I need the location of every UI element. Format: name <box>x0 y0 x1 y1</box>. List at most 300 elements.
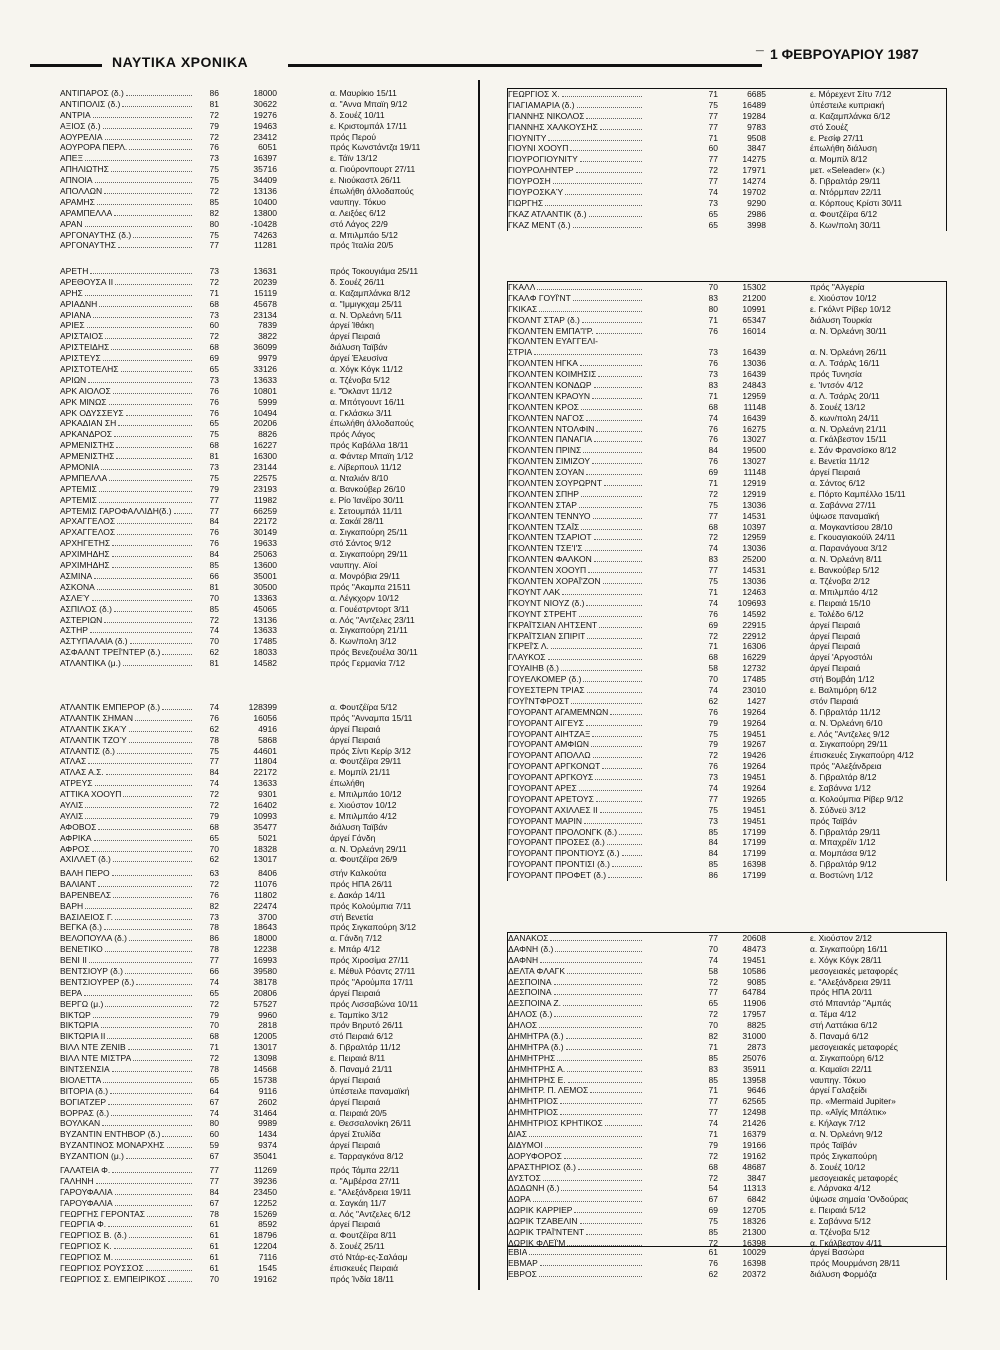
listing-row <box>60 375 460 386</box>
vessel-status: δ. Γιβραλτάρ 29/11 <box>810 176 881 187</box>
dot-leader <box>545 1140 642 1148</box>
vessel-name: ΔΩΡΙΚ ΦΛΕΪ'Μ <box>508 1237 566 1248</box>
vessel-status: άργεί 'Αργοστόλι <box>810 652 873 663</box>
dot-leader <box>108 1097 192 1105</box>
build-year: 79 <box>708 739 718 750</box>
vessel-name: ΑΡΧΙΜΗΔΗΣ <box>60 560 110 571</box>
build-year: 72 <box>708 532 718 543</box>
vessel-name: ΔΥΣΤΟΣ <box>508 1172 541 1183</box>
tonnage: 16489 <box>742 99 766 110</box>
tonnage: 16398 <box>742 1257 766 1268</box>
dot-leader <box>600 122 642 130</box>
listing-row <box>508 1227 946 1238</box>
tonnage: 16993 <box>253 955 277 966</box>
tonnage: 19264 <box>742 782 766 793</box>
vessel-status: ε. Σάν Φρανσίσκο 8/12 <box>810 445 897 456</box>
build-year: 74 <box>708 782 718 793</box>
vessel-name: ΑΤΡΕΥΣ <box>60 778 93 789</box>
vessel-status: δ. Κων/πολη 3/12 <box>330 636 397 647</box>
vessel-name: ΓΙΟΥΡΟΓΙΟΥΝΙΤΥ <box>508 154 578 165</box>
tonnage: 3998 <box>747 219 766 230</box>
listing-row <box>60 615 460 626</box>
vessel-name: ΓΟΥΪ'ΝΤΦΡΟΣΤ <box>508 695 570 706</box>
listing-row <box>60 299 460 310</box>
vessel-name: ΓΚΡΕΪ'Σ Λ. <box>508 641 549 652</box>
dot-leader <box>112 549 192 557</box>
vessel-name: ΑΣΤΕΡΙΩΝ <box>60 614 103 625</box>
vessel-status: έπωλήθη <box>330 778 365 789</box>
dot-leader <box>105 999 192 1007</box>
vessel-name: ΔΗΜΗΤΡΗΣ Ε. <box>508 1074 566 1085</box>
tonnage: 35477 <box>253 821 277 832</box>
listing-row <box>60 408 460 419</box>
listing-row <box>508 336 946 347</box>
build-year: 62 <box>708 695 718 706</box>
listing-row <box>60 1075 460 1086</box>
vessel-name: ΒΟΓΙΑΤΖΕΡ <box>60 1096 107 1107</box>
vessel-status: α. Ν. Όρλεάνη 5/11 <box>330 309 402 320</box>
dot-leader <box>103 1075 192 1083</box>
dot-leader <box>162 647 192 655</box>
dot-leader <box>557 1053 642 1061</box>
build-year: 74 <box>209 1107 219 1118</box>
build-year: 68 <box>209 342 219 353</box>
listing-row <box>60 833 460 844</box>
build-year: 75 <box>209 472 219 483</box>
vessel-status: δ. Παναμά 21/11 <box>330 1064 393 1075</box>
dot-leader <box>129 142 192 150</box>
dot-leader <box>540 1258 642 1266</box>
dot-leader <box>577 100 642 108</box>
vessel-status: πρός Τάμπα 22/11 <box>330 1165 400 1175</box>
listing-row <box>60 1230 460 1241</box>
listing-row <box>508 816 946 827</box>
build-year: 72 <box>209 614 219 625</box>
tonnage: 13633 <box>253 778 277 789</box>
dot-leader <box>561 663 642 671</box>
dot-leader <box>565 187 642 195</box>
vessel-status: α. Σιγκαπούρη 21/11 <box>330 625 408 636</box>
vessel-name: ΓΚΟΛΝΤΕΝ ΤΣΕ'Ι'Σ <box>508 543 583 554</box>
listing-row <box>508 1140 946 1151</box>
tonnage: 16402 <box>253 800 277 811</box>
vessel-name: ΓΛΑΥΚΟΣ <box>508 652 546 663</box>
build-year: 74 <box>209 625 219 636</box>
vessel-status: ε. Κήλαγκ 7/12 <box>810 1118 866 1129</box>
listing-row <box>508 620 946 631</box>
dot-leader <box>592 391 642 399</box>
dot-leader <box>105 132 192 140</box>
dot-leader <box>117 516 192 524</box>
listing-row <box>60 288 460 299</box>
tonnage: 20806 <box>253 987 277 998</box>
vessel-name: ΓΚΟΛΝΤΕΝ ΕΜΠΑ'Ί'Ρ. <box>508 325 594 336</box>
vessel-status: έπισκευές Πειραιά <box>330 1263 399 1274</box>
tonnage: 12005 <box>253 1031 277 1042</box>
vessel-status: ε. Χόγκ Κόγκ 28/11 <box>810 954 882 965</box>
build-year: 79 <box>708 1139 718 1150</box>
tonnage: 20608 <box>742 933 766 943</box>
listing-row <box>60 811 460 822</box>
vessel-status: δ. Σουέζ 10/12 <box>810 1161 866 1172</box>
dot-leader <box>85 901 192 909</box>
tonnage: 19500 <box>742 445 766 456</box>
vessel-name: ΕΒΡΟΣ <box>508 1268 537 1279</box>
listing-row <box>508 1009 946 1020</box>
vessel-status: α. Ντόρμπαν 22/11 <box>810 187 882 198</box>
vessel-status: α. Μπαχρέϊν 1/12 <box>810 837 876 848</box>
vessel-name: ΓΚΟΛΝΤΕΝ ΝΑΓΟΣ <box>508 412 585 423</box>
vessel-name: ΓΚΟΥΝΤ ΛΑΚ <box>508 586 561 597</box>
listing-row <box>508 380 946 391</box>
dot-leader <box>123 658 192 666</box>
vessel-name: ΓΚΟΛΝΤΕΝ ΣΟΥΑΝ <box>508 467 585 478</box>
listing-row <box>60 868 460 879</box>
build-year: 77 <box>708 110 718 121</box>
tonnage: 19702 <box>742 187 766 198</box>
tonnage: 10993 <box>253 810 277 821</box>
vessel-status: ε. Ρεσίφ 27/11 <box>810 132 864 143</box>
vessel-status: ε. Πόρτο Καμπέλλο 15/11 <box>810 488 906 499</box>
tonnage: 62565 <box>742 1096 766 1107</box>
vessel-name: ΔΕΣΠΟΙΝΑ <box>508 987 552 998</box>
tonnage: 17485 <box>253 636 277 647</box>
dot-leader <box>104 186 192 194</box>
vessel-status: α. "Αννα Μπαϊη 9/12 <box>330 98 408 109</box>
vessel-status: έπωλήθη άλλοδαπούς <box>330 186 414 197</box>
dot-leader <box>129 724 192 732</box>
build-year: 80 <box>209 218 219 229</box>
vessel-status: στήν Καλκούτα <box>330 868 387 878</box>
vessel-status: ύπέστειλε παναμαϊκή <box>330 1085 410 1096</box>
vessel-name: ΓΚΟΛΝΤΕΝ ΧΟΡΑΪ'ΖΟΝ <box>508 576 601 587</box>
vessel-status: α. Γκάλβεστον 15/11 <box>810 434 887 445</box>
listing-row <box>508 859 946 870</box>
vessel-status: ε. Λάρνακα 4/12 <box>810 1183 871 1194</box>
tonnage: 15738 <box>253 1074 277 1085</box>
header-tick: ¯ <box>756 48 764 64</box>
vessel-name: ΑΥΛΙΣ <box>60 800 84 811</box>
dot-leader <box>105 331 192 339</box>
vessel-status: α. Ν. Όρλεάνη 6/10 <box>810 717 883 728</box>
build-year: 71 <box>708 478 718 489</box>
vessel-name: ΓΚΑΛΛ <box>508 282 536 292</box>
listing-row <box>508 434 946 445</box>
dot-leader <box>603 576 642 584</box>
vessel-name: ΑΡΧΗΓΕΤΗΣ <box>60 538 111 549</box>
listing-row <box>508 805 946 816</box>
tonnage: 3847 <box>747 1172 766 1183</box>
dot-leader <box>129 933 192 941</box>
tonnage: 21200 <box>742 292 766 303</box>
build-year: 85 <box>708 1052 718 1063</box>
dot-leader <box>109 397 192 405</box>
tonnage: 16300 <box>253 451 277 462</box>
vessel-name: ΒΟΡΡΑΣ (δ.) <box>60 1107 110 1118</box>
build-year: 71 <box>708 1041 718 1052</box>
tonnage: 12919 <box>742 478 766 489</box>
dot-leader <box>122 99 192 107</box>
build-year: 66 <box>209 966 219 977</box>
listing-row <box>60 506 460 517</box>
dot-leader <box>567 1064 642 1072</box>
vessel-name: ΓΕΩΡΓΙΟΣ ΡΟΥΣΣΟΣ <box>60 1263 144 1274</box>
listing-row <box>60 999 460 1010</box>
vessel-name: ΓΚΟΛΝΤΕΝ ΠΡΙΝΣ <box>508 445 582 456</box>
vessel-status: διάλυση Ταϊβάν <box>330 342 388 353</box>
vessel-status: στό Μπαντάρ "Αμπάς <box>810 998 892 1009</box>
vessel-name: ΓΟΥΟΡΑΝΤ ΑΡΕΣ <box>508 782 577 793</box>
dot-leader <box>112 1064 192 1072</box>
build-year: 72 <box>209 331 219 342</box>
vessel-status: ε. Λίβερπουλ 11/12 <box>330 462 402 473</box>
listing-row <box>508 652 946 663</box>
listing-row <box>60 429 460 440</box>
vessel-name: ΓΚΟΛΝΤΕΝ ΣΙΜΙΖΟΥ <box>508 456 590 467</box>
listing-row <box>60 1042 460 1053</box>
tonnage: 23134 <box>253 309 277 320</box>
dot-leader <box>104 922 192 930</box>
build-year: 71 <box>708 1129 718 1140</box>
dot-leader <box>84 988 192 996</box>
vessel-status: πρός "Αρούμπα 17/11 <box>330 976 414 987</box>
dot-leader <box>581 489 642 497</box>
vessel-name: ΔΗΛΟΣ <box>508 1020 538 1031</box>
vessel-status: ε. Νιούκαστλ 26/11 <box>330 175 401 186</box>
listing-row <box>508 1173 946 1184</box>
dot-leader <box>101 1020 192 1028</box>
listing-row <box>508 413 946 424</box>
vessel-status: ε. Δακάρ 14/11 <box>330 889 386 900</box>
tonnage: 9290 <box>747 197 766 208</box>
dot-leader <box>588 565 642 573</box>
vessel-name: ΔΩΡΑ <box>508 1194 531 1205</box>
listing-row <box>60 473 460 484</box>
build-year: 76 <box>209 538 219 549</box>
tonnage: 10400 <box>253 196 277 207</box>
vessel-status: ε. Θεσσαλονίκη 26/11 <box>330 1118 412 1129</box>
vessel-name: ΓΚΡΑΪΤΣΙΑΝ ΛΗΤΣΕΝΤ <box>508 619 598 630</box>
vessel-status: έπωλήθη άλλοδαπούς <box>330 418 414 429</box>
vessel-name: ΓΕΩΡΓΙΟΣ Β. (δ.) <box>60 1230 127 1241</box>
tonnage: 3700 <box>258 911 277 922</box>
build-year: 77 <box>209 1165 219 1175</box>
tonnage: 7839 <box>258 320 277 331</box>
listing-row <box>508 870 946 881</box>
tonnage: 11313 <box>742 1183 766 1194</box>
tonnage: 13017 <box>253 854 277 865</box>
dot-leader <box>118 240 192 248</box>
tonnage: 17199 <box>742 837 766 848</box>
build-year: 72 <box>708 1172 718 1183</box>
build-year: 65 <box>209 364 219 375</box>
listing-row <box>508 837 946 848</box>
listing-row <box>508 576 946 587</box>
tonnage: 12204 <box>253 1241 277 1252</box>
dot-leader <box>109 473 192 481</box>
vessel-status: ε. Σαβάννα 1/12 <box>810 782 871 793</box>
vessel-name: ΑΥΛΙΣ <box>60 810 84 821</box>
build-year: 59 <box>209 1140 219 1151</box>
vessel-name: ΑΡΕΤΗ <box>60 266 89 276</box>
tonnage: 11906 <box>742 998 766 1009</box>
vessel-name: ΔΗΜΗΤΡΑ (δ.) <box>508 1041 564 1052</box>
build-year: 77 <box>209 240 219 251</box>
tonnage: 8826 <box>258 429 277 440</box>
vessel-status: μεσογειακές μεταφορές <box>810 1172 898 1183</box>
dot-leader <box>586 598 642 606</box>
listing-row <box>508 1205 946 1216</box>
build-year: 78 <box>209 1208 219 1219</box>
vessel-name: ΑΤΛΑΝΤΙΚΑ (μ.) <box>60 658 121 669</box>
tonnage: 2602 <box>258 1096 277 1107</box>
vessel-status: ε. Ρίο Ίανέϊρο 30/11 <box>330 494 404 505</box>
build-year: 65 <box>708 219 718 230</box>
build-year: 77 <box>708 176 718 187</box>
vessel-status: α. Μομπίλ 8/12 <box>810 154 868 165</box>
vessel-name: ΓΑΛΑΤΕΙΑ Φ. <box>60 1165 111 1175</box>
vessel-name: ΒΥΖΑΝΤΙΟΝ (μ.) <box>60 1151 124 1162</box>
vessel-status: άργεί Πειραιά <box>810 630 861 641</box>
listing-row <box>60 1086 460 1097</box>
dot-leader <box>94 571 192 579</box>
listing-row <box>60 1108 460 1119</box>
tonnage: 19264 <box>742 761 766 772</box>
dot-leader <box>554 977 642 985</box>
listing-row <box>60 1151 460 1162</box>
build-year: 65 <box>708 208 718 219</box>
listing-row <box>508 282 946 293</box>
vessel-name: ΒΕΡΓΩ (μ.) <box>60 998 104 1009</box>
dot-leader <box>555 944 642 952</box>
dot-leader <box>103 353 192 361</box>
dot-leader <box>92 593 192 601</box>
vessel-name: ΑΡΚΑΔΙΑΝ ΣΗ <box>60 418 117 429</box>
build-year: 73 <box>209 153 219 164</box>
build-year: 78 <box>209 922 219 933</box>
vessel-name: ΓΟΥΟΡΑΝΤ ΑΧΙΛΛΕΣ ΙΙ <box>508 804 598 815</box>
vessel-name: ΓΕΩΡΓΙΟΣ Χ. <box>508 89 560 99</box>
vessel-name: ΓΟΥΕΛΚΟΜΕΡ (δ.) <box>508 674 582 685</box>
build-year: 70 <box>209 1020 219 1031</box>
listing-row <box>60 636 460 647</box>
dot-leader <box>580 358 642 366</box>
listing-row <box>60 1165 460 1176</box>
listing-row <box>60 99 460 110</box>
vessel-name: ΓΟΥΟΡΑΝΤ ΑΓΑΜΕΜΝΩΝ <box>508 706 609 717</box>
build-year: 68 <box>708 401 718 412</box>
build-year: 79 <box>209 810 219 821</box>
vessel-name: ΑΦΡΙΚΑ <box>60 832 92 843</box>
vessel-status: α. Τέμα 4/12 <box>810 1009 857 1020</box>
vessel-name: ΓΙΑΓΙΑΜΑΡΙΑ (δ.) <box>508 99 575 110</box>
listing-row <box>60 1129 460 1140</box>
tonnage: 22172 <box>253 516 277 527</box>
build-year: 77 <box>209 756 219 767</box>
vessel-status: στό Πειραιά 6/12 <box>330 1031 393 1042</box>
vessel-status: ε. Τολέδο 6/12 <box>810 608 864 619</box>
listing-row <box>508 456 946 467</box>
listing-row <box>60 164 460 175</box>
vessel-status: δ. Σουέζ 10/11 <box>330 109 385 120</box>
vessel-status: α. Φουτζέϊρα 26/9 <box>330 854 398 865</box>
dot-leader <box>592 729 642 737</box>
vessel-name: ΑΝΤΙΠΑΡΟΣ (δ.) <box>60 88 124 98</box>
vessel-status: ε. Σετουμπάλ 11/11 <box>330 505 403 516</box>
vessel-name: ΓΚΑΖ ΜΕΝΤ (δ.) <box>508 219 571 230</box>
dot-leader <box>135 713 192 721</box>
vessel-name: ΑΡΓΟΝΑΥΤΗΣ (δ.) <box>60 229 132 240</box>
listing-row <box>60 789 460 800</box>
vessel-status: ε. Μομπίλ 21/11 <box>330 767 391 778</box>
dot-leader <box>115 1252 192 1260</box>
tonnage: 13036 <box>742 358 766 369</box>
vessel-status: ε. Χιούστον 10/12 <box>330 800 397 811</box>
dot-leader <box>539 1020 642 1028</box>
tonnage: 48473 <box>742 943 766 954</box>
tonnage: 1545 <box>258 1263 277 1274</box>
vessel-status: α. Ν. Όρλεάνη 26/11 <box>810 347 887 358</box>
listing-row <box>508 176 946 187</box>
listing-row <box>508 165 946 176</box>
vessel-name: ΑΡΜΟΝΙΑ <box>60 462 100 473</box>
publication-title: ΝΑΥΤΙΚΑ ΧΡΟΝΙΚΑ <box>112 54 249 70</box>
tonnage: 23193 <box>253 483 277 494</box>
vessel-name: ΓΟΥΟΡΑΝΤ ΑΡΕΤΟΥΣ <box>508 793 594 804</box>
listing-row <box>508 827 946 838</box>
vessel-status: ε. Τάϊν 13/12 <box>330 153 378 164</box>
vessel-name: ΓΕΩΡΓΙΟΣ Σ. ΕΜΠΕΙΡΙΚΟΣ <box>60 1273 166 1284</box>
build-year: 76 <box>708 1257 718 1268</box>
listing-row <box>508 209 946 220</box>
build-year: 71 <box>708 586 718 597</box>
vessel-status: α. Τζένοβα 2/12 <box>810 576 870 587</box>
vessel-name: ΓΚΟΛΝΤΕΝ ΠΑΝΑΓΙΑ <box>508 434 593 445</box>
tonnage: 16439 <box>742 412 766 423</box>
vessel-name: ΒΙΚΤΩΡΙΑ <box>60 1020 99 1031</box>
build-year: 67 <box>209 1197 219 1208</box>
tonnage: 18643 <box>253 922 277 933</box>
vessel-name: ΔΗΛΟΣ (δ.) <box>508 1009 553 1020</box>
tonnage: 23450 <box>253 1186 277 1197</box>
build-year: 79 <box>209 483 219 494</box>
vessel-status: ε. Πειραιά 8/11 <box>330 1053 386 1064</box>
vessel-name: ΓΟΥΟΡΑΝΤ ΑΙΓΕΥΣ <box>508 717 584 728</box>
dot-leader <box>97 582 192 590</box>
tonnage: 23144 <box>253 462 277 473</box>
listing-row <box>508 1118 946 1129</box>
dot-leader <box>112 1165 192 1173</box>
vessel-name: ΒΙΚΤΩΡΙΑ ΙΙ <box>60 1031 106 1042</box>
vessel-name: ΒΕΝΤΣΙΟΥΡΕΡ (δ.) <box>60 976 135 987</box>
tonnage: 9979 <box>258 353 277 364</box>
vessel-status: πρός Σιγκαπούρη 3/12 <box>330 922 416 933</box>
vessel-name: ΓΑΛΗΝΗ <box>60 1175 94 1186</box>
build-year: 76 <box>209 385 219 396</box>
tonnage: 19264 <box>742 717 766 728</box>
build-year: 86 <box>708 870 718 881</box>
listing-row <box>60 538 460 549</box>
vessel-status: α. Βανκούβερ 26/10 <box>330 483 406 494</box>
tonnage: 25076 <box>742 1052 766 1063</box>
vessel-name: ΑΣΜΙΝΑ <box>60 570 93 581</box>
listing-row <box>508 478 946 489</box>
tonnage: 12498 <box>742 1107 766 1118</box>
vessel-status: α. Γιούρονπουρτ 27/11 <box>330 164 416 175</box>
dot-leader <box>93 310 192 318</box>
tonnage: 11148 <box>743 401 766 412</box>
build-year: 75 <box>708 804 718 815</box>
